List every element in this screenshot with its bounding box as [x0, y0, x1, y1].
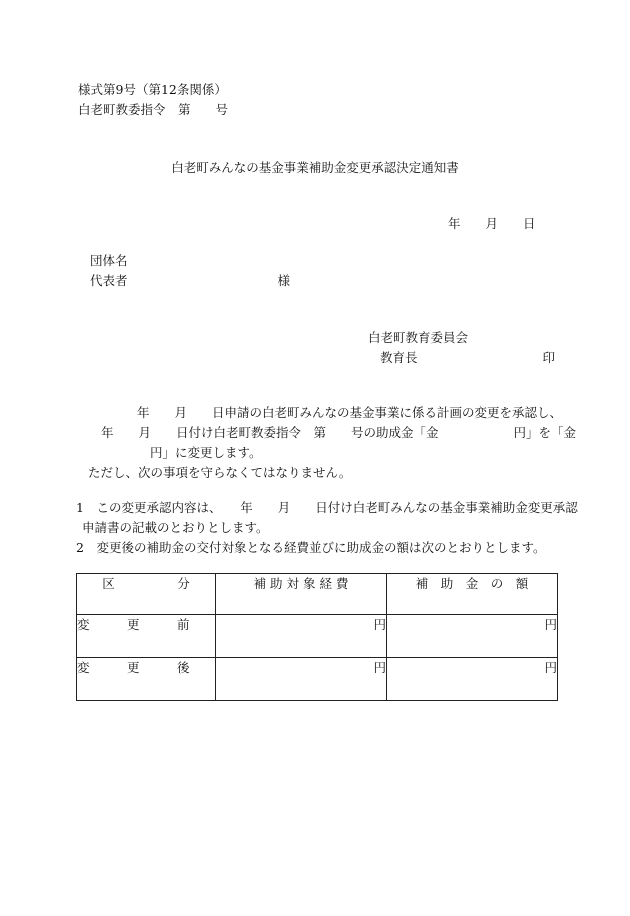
issuer-title: 教育長 印 — [380, 350, 556, 365]
body-line-2: 年 月 日付け白老町教委指令 第 号の助成金「金 円」を「金 — [101, 425, 577, 440]
row-label-before: 変 更 前 — [77, 615, 216, 658]
row-label-after: 変 更 後 — [77, 658, 216, 701]
condition-1-line-2: 申請書の記載のとおりとします。 — [82, 520, 269, 535]
document-title: 白老町みんなの基金事業補助金変更承認決定通知書 — [171, 160, 459, 175]
condition-2: 2 変更後の補助金の交付対象となる経費並びに助成金の額は次のとおりとします。 — [76, 540, 546, 555]
table-header-row — [77, 574, 558, 615]
header-subsidy-amount: 補 助 金 の 額 — [387, 574, 558, 615]
recipient-organization: 団体名 — [90, 253, 128, 268]
amount-before-unit: 円 — [387, 615, 558, 658]
condition-1-line-1: 1 この変更承認内容は、 年 月 日付け白老町みんなの基金事業補助金変更承認 — [76, 500, 578, 515]
form-number: 様式第9号（第12条関係） — [78, 82, 227, 97]
body-line-3: 円」に変更します。 — [150, 445, 262, 460]
issuer-organization: 白老町教育委員会 — [368, 330, 469, 345]
recipient-representative: 代表者 様 — [90, 273, 291, 288]
table-row-before — [77, 615, 558, 658]
amount-after-unit: 円 — [387, 658, 558, 701]
document-number: 白老町教委指令 第 号 — [78, 102, 229, 117]
issue-date: 年 月 日 — [448, 216, 536, 231]
header-category: 区 分 — [77, 574, 216, 615]
body-line-4: ただし、次の事項を守らなくてはなりません。 — [88, 465, 352, 480]
header-eligible-expenses: 補 助 対 象 経 費 — [216, 574, 387, 615]
body-line-1: 年 月 日申請の白老町みんなの基金事業に係る計画の変更を承認し、 — [137, 405, 563, 420]
expense-before-unit: 円 — [216, 615, 387, 658]
table-row-after — [77, 658, 558, 701]
subsidy-table — [76, 573, 558, 701]
expense-after-unit: 円 — [216, 658, 387, 701]
